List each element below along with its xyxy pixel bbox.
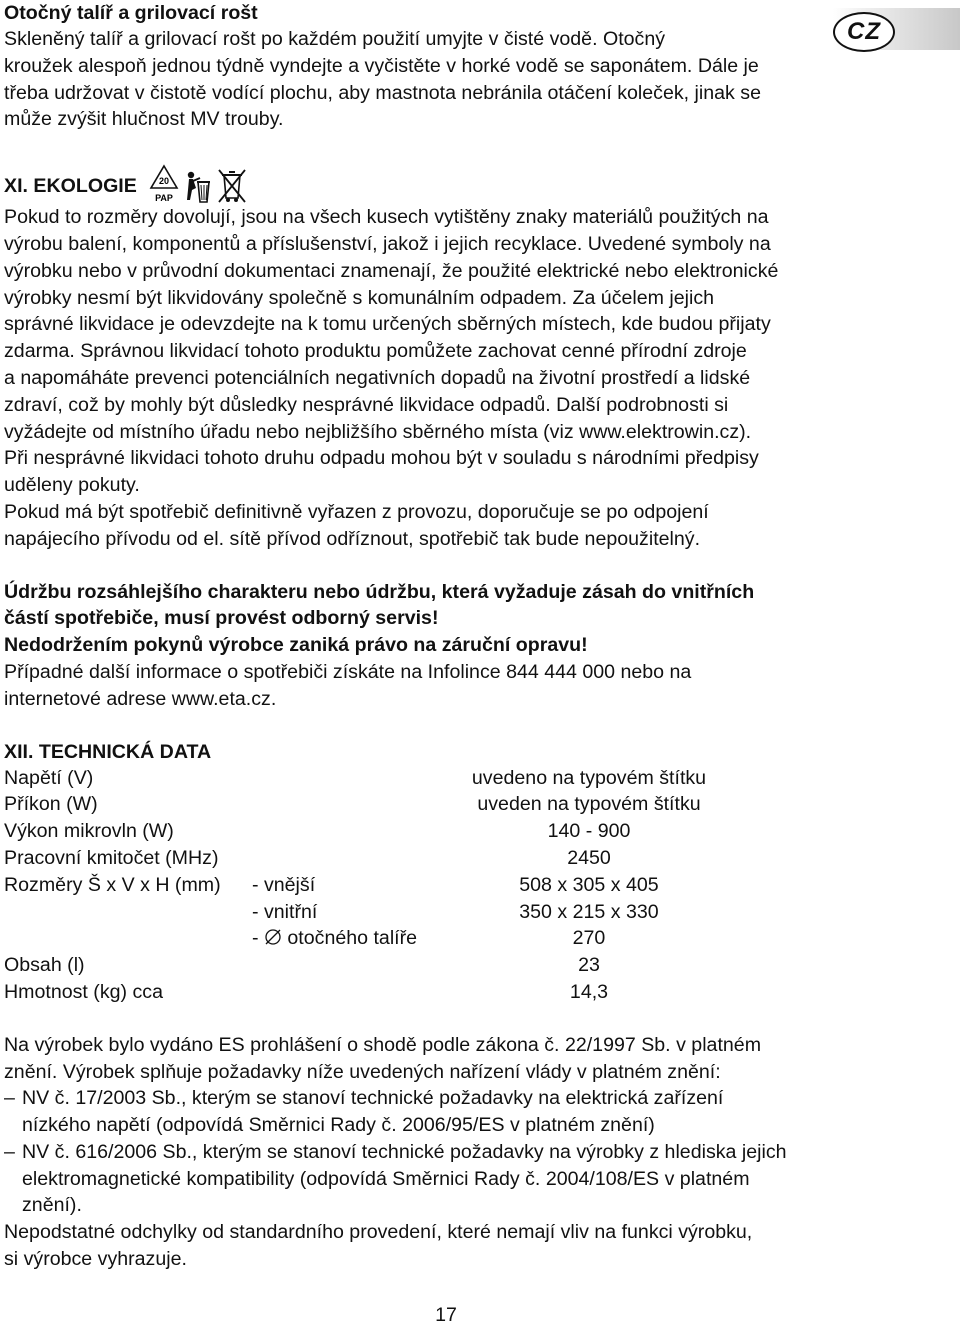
ecology-line: zdraví, což by mohly být důsledky nesprávné likvidace odpadů. Další podrobnosti si xyxy=(4,393,729,416)
tech-value: 2450 xyxy=(567,846,611,869)
tech-value: 350 x 215 x 330 xyxy=(519,900,659,923)
regulation-item xyxy=(4,1139,944,1219)
tech-label: Napětí (V) xyxy=(4,766,94,789)
turntable-line: může zvýšit hlučnost MV trouby. xyxy=(4,108,284,131)
service-section xyxy=(4,579,944,713)
tech-label: Výkon mikrovln (W) xyxy=(4,820,174,843)
tech-sublabel: - vnější xyxy=(252,873,316,896)
ecology-line: výrobku nebo v průvodní dokumentaci znamenají, že použité elektrické nebo elektronické xyxy=(4,259,779,282)
diameter-icon xyxy=(264,928,282,946)
technical-section xyxy=(4,739,944,1006)
tech-value: 23 xyxy=(578,954,600,977)
tech-label: Příkon (W) xyxy=(4,793,98,816)
tech-label: Rozměry Š x V x H (mm) xyxy=(4,873,221,896)
manual-page xyxy=(4,0,944,1273)
regulation-line: elektromagnetické kompatibility (odpovídá Směrnici Rady č. 2004/108/ES v platném xyxy=(22,1167,750,1190)
tech-label: Hmotnost (kg) cca xyxy=(4,980,163,1003)
tech-value: 270 xyxy=(572,927,606,950)
recycle-code: PAP xyxy=(154,193,173,204)
ecology-line: Pokud má být spotřebič definitivně vyřazen z provozu, doporučuje se po odpojení xyxy=(4,500,709,523)
crossed-bin-icon xyxy=(217,168,247,204)
tech-value: uveden na typovém štítku xyxy=(477,793,701,816)
ecology-header xyxy=(4,158,944,204)
turntable-heading: Otočný talíř a grilovací rošt xyxy=(4,2,258,24)
infoline-line: internetové adrese www.eta.cz. xyxy=(4,687,277,710)
tech-sublabel xyxy=(252,925,417,952)
tech-row-capacity xyxy=(4,952,944,979)
turntable-line: Skleněný talíř a grilovací rošt po každém použití umyjte v čisté vodě. Otočný xyxy=(4,28,666,50)
ecology-line: výrobu balení, komponentů a příslušenství, jakož i jejich recyklace. Uvedené symboly na xyxy=(4,232,771,255)
page-number: 17 xyxy=(435,1304,457,1326)
recycle-pap-icon xyxy=(149,164,179,204)
ecology-line: Pokud to rozměry dovolují, jsou na všech kusech vytištěny znaky materiálů použitých na xyxy=(4,206,769,229)
regulation-line: NV č. 616/2006 Sb., kterým se stanoví technické požadavky na výrobky z hlediska jejich xyxy=(22,1140,787,1163)
turntable-section xyxy=(4,0,944,133)
declaration-section xyxy=(4,1032,944,1273)
tech-row-dimensions-inner xyxy=(4,899,944,926)
tech-row-voltage xyxy=(4,765,944,792)
tech-label: Pracovní kmitočet (MHz) xyxy=(4,846,219,869)
tech-row-turntable-diameter xyxy=(4,925,944,952)
ecology-section xyxy=(4,158,944,552)
tech-row-dimensions-outer xyxy=(4,872,944,899)
ecology-line: a napomáháte prevenci potenciálních negativních dopadů na životní prostředí a lidské xyxy=(4,366,751,389)
language-code: CZ xyxy=(833,12,895,52)
ecology-line: správné likvidace je odevzdejte na k tomu určených sběrných místech, kde budou přijaty xyxy=(4,313,771,336)
dash-marker: – xyxy=(4,1087,15,1110)
tech-sublabel-prefix: - xyxy=(252,927,264,950)
closing-line: Nepodstatné odchylky od standardního provedení, které nemají vliv na funkci výrobku, xyxy=(4,1221,753,1244)
tech-sublabel: - vnitřní xyxy=(252,900,318,923)
dash-marker: – xyxy=(4,1140,15,1163)
service-warning-line: Údržbu rozsáhlejšího charakteru nebo údržbu, která vyžaduje zásah do vnitřních xyxy=(4,580,755,603)
regulation-line: znění). xyxy=(22,1194,82,1217)
declaration-line: Na výrobek bylo vydáno ES prohlášení o shodě podle zákona č. 22/1997 Sb. v platném xyxy=(4,1033,762,1056)
regulation-line: nízkého napětí (odpovídá Směrnici Rady č. 2006/95/ES v platném znění) xyxy=(22,1114,655,1137)
ecology-line: zdarma. Správnou likvidací tohoto produktu pomůžete zachovat cenné přírodní zdroje xyxy=(4,340,747,363)
tech-value: 140 - 900 xyxy=(547,820,631,843)
tech-value: 508 x 305 x 405 xyxy=(519,873,659,896)
closing-line: si výrobce vyhrazuje. xyxy=(4,1248,187,1271)
infoline-line: Případné další informace o spotřebiči získáte na Infolince 844 444 000 nebo na xyxy=(4,660,692,683)
service-warning-line: částí spotřebiče, musí provést odborný servis! xyxy=(4,607,439,630)
regulation-item xyxy=(4,1085,944,1139)
turntable-line: třeba udržovat v čistotě vodící plochu, aby mastnota nebránila otáčení koleček, jinak se xyxy=(4,81,761,104)
ecology-heading: XI. EKOLOGIE xyxy=(4,175,137,198)
declaration-line: znění. Výrobek splňuje požadavky níže uvedených nařízení vlády v platném znění: xyxy=(4,1060,721,1083)
tidyman-bin-icon xyxy=(185,170,211,204)
tech-label: Obsah (l) xyxy=(4,954,85,977)
tech-row-weight xyxy=(4,979,944,1006)
tech-row-microwave-output xyxy=(4,818,944,845)
tech-row-frequency xyxy=(4,845,944,872)
tech-sublabel-text: otočného talíře xyxy=(281,927,418,950)
tech-value: 14,3 xyxy=(569,980,609,1003)
ecology-line: vyžádejte od místního úřadu nebo nejbližšího sběrného místa (viz www.elektrowin.cz). xyxy=(4,420,752,443)
warranty-warning-line: Nedodržením pokynů výrobce zaniká právo na záruční opravu! xyxy=(4,634,588,657)
ecology-line: výrobky nesmí být likvidovány společně s komunálním odpadem. Za účelem jejich xyxy=(4,286,715,309)
ecology-line: uděleny pokuty. xyxy=(4,474,140,497)
ecology-line: Při nesprávné likvidaci tohoto druhu odpadu mohou být v souladu s národními předpisy xyxy=(4,447,759,470)
recycle-number: 20 xyxy=(158,176,169,187)
tech-row-power-input xyxy=(4,791,944,818)
ecology-icons xyxy=(149,164,247,204)
regulation-line: NV č. 17/2003 Sb., kterým se stanoví technické požadavky na elektrická zařízení xyxy=(22,1087,724,1110)
technical-heading: XII. TECHNICKÁ DATA xyxy=(4,740,212,763)
turntable-line: kroužek alespoň jednou týdně vyndejte a vyčistěte v horké vodě se saponátem. Dále je xyxy=(4,54,759,77)
tech-value: uvedeno na typovém štítku xyxy=(471,766,707,789)
ecology-line: napájecího přívodu od el. sítě přívod odříznout, spotřebič tak bude nepoužitelný. xyxy=(4,527,701,550)
